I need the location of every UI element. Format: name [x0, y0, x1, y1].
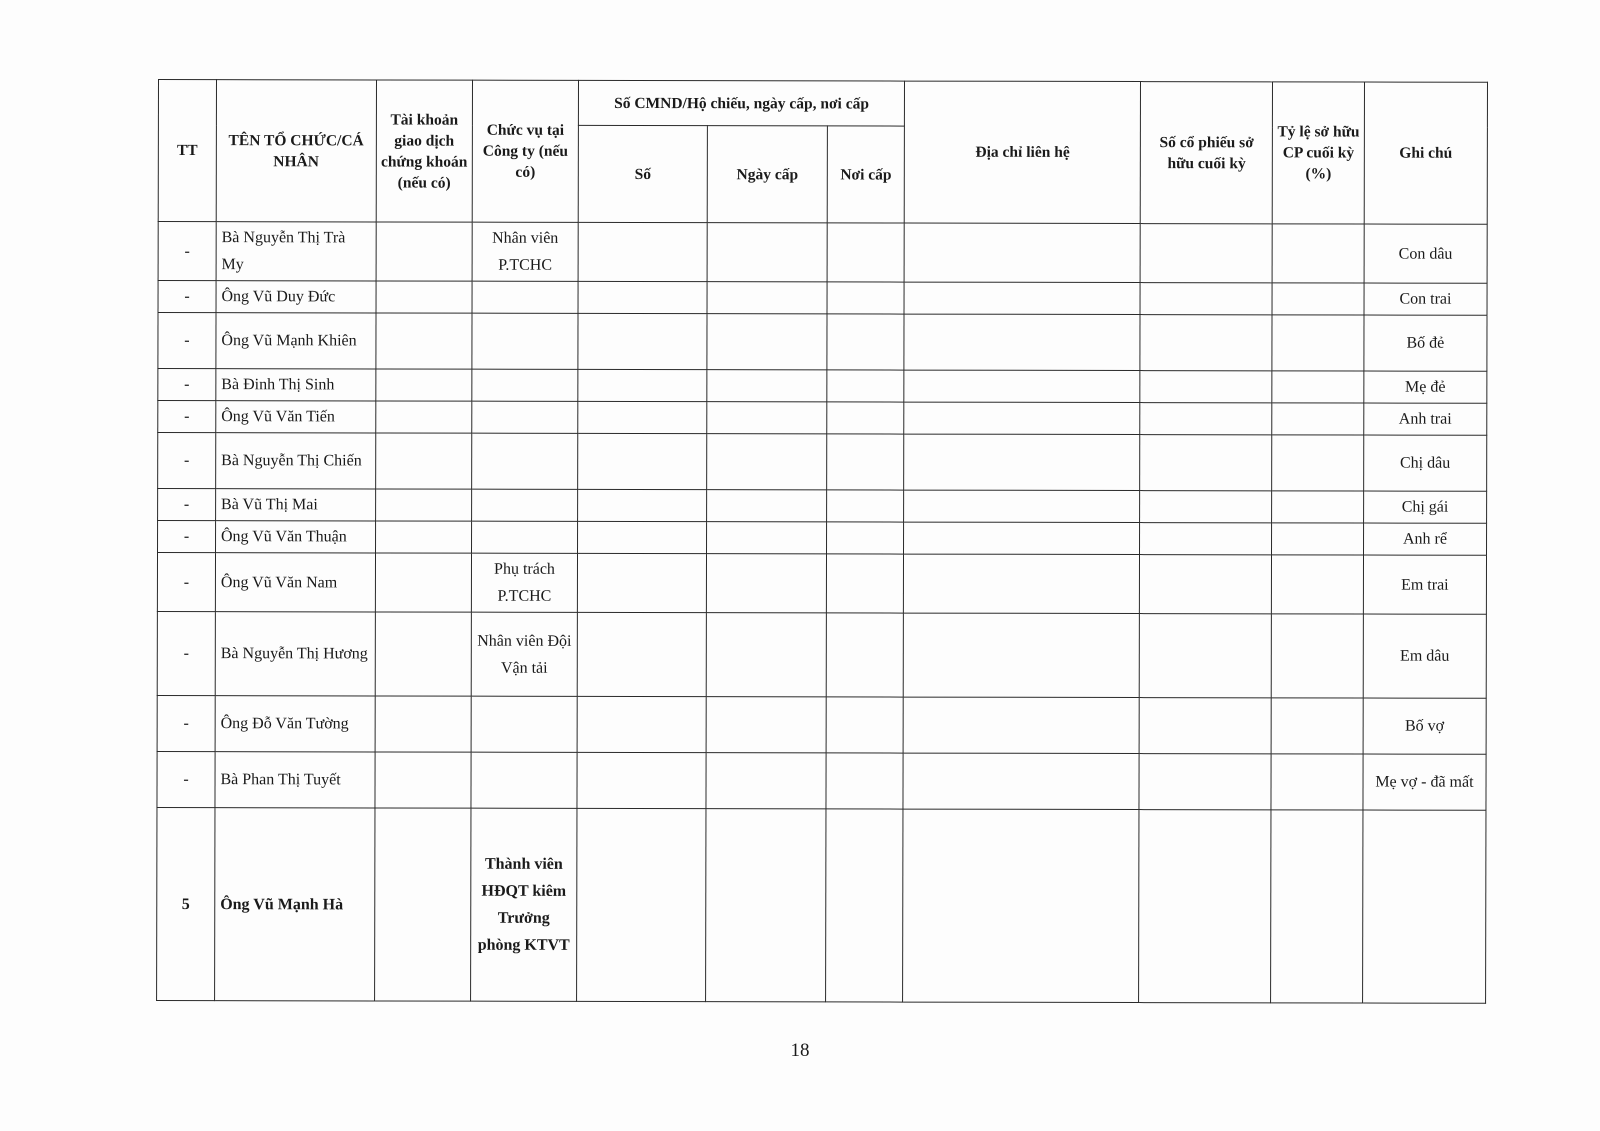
- row-tt: -: [157, 553, 215, 612]
- table-row: [157, 695, 1486, 754]
- row-tt: -: [157, 751, 215, 807]
- row-account: [376, 222, 473, 281]
- row-ratio: [1272, 491, 1364, 523]
- row-id-place: [827, 522, 904, 554]
- row-note: Anh trai: [1364, 403, 1487, 435]
- header-name: TÊN TỔ CHỨC/CÁ NHÂN: [216, 80, 376, 222]
- row-address: [904, 522, 1140, 554]
- row-address: [904, 370, 1140, 402]
- row-id-place: [826, 809, 904, 1002]
- row-shares: [1140, 555, 1272, 614]
- row-id-number: [578, 281, 707, 313]
- row-address: [904, 554, 1140, 613]
- row-account: [375, 433, 472, 489]
- row-name: Ông Vũ Văn Thuận: [215, 521, 375, 553]
- row-name: Bà Phan Thị Tuyết: [215, 752, 375, 808]
- header-id-date: Ngày cấp: [707, 126, 827, 223]
- row-address: [904, 282, 1140, 314]
- row-account: [376, 281, 473, 313]
- row-note: Chị dâu: [1363, 435, 1486, 491]
- row-id-number: [578, 222, 707, 281]
- row-id-place: [827, 282, 904, 314]
- header-id-group: Số CMND/Hộ chiếu, ngày cấp, nơi cấp: [578, 80, 904, 126]
- row-ratio: [1272, 435, 1364, 491]
- row-shares: [1140, 523, 1272, 555]
- row-tt: -: [158, 489, 216, 521]
- row-ratio: [1272, 315, 1364, 371]
- row-address: [904, 314, 1140, 370]
- row-id-place: [827, 434, 904, 490]
- row-tt: -: [157, 611, 215, 695]
- row-position: [471, 752, 577, 808]
- row-note: Con trai: [1364, 283, 1487, 315]
- header-position: Chức vụ tại Công ty (nếu có): [472, 80, 578, 222]
- row-id-date: [707, 314, 827, 370]
- table-row: [158, 313, 1487, 372]
- row-tt: 5: [157, 807, 215, 1000]
- row-note: Bố đẻ: [1364, 315, 1487, 371]
- row-id-number: [578, 401, 707, 433]
- row-shares: [1139, 754, 1271, 810]
- row-account: [375, 752, 472, 808]
- row-id-number: [577, 612, 706, 696]
- row-account: [375, 612, 472, 696]
- row-address: [903, 697, 1139, 753]
- row-position: [472, 281, 578, 313]
- table-row: [157, 751, 1486, 810]
- row-position: Nhân viên Đội Vận tải: [471, 612, 577, 696]
- header-note: Ghi chú: [1364, 82, 1487, 224]
- row-tt: -: [158, 521, 216, 553]
- row-id-date: [706, 554, 826, 613]
- row-position: [472, 369, 578, 401]
- row-position: [472, 489, 578, 521]
- row-note: Mẹ đẻ: [1364, 371, 1487, 403]
- row-name: Bà Nguyễn Thị Trà My: [216, 222, 376, 281]
- row-id-date: [707, 522, 827, 554]
- header-ratio: Tỷ lệ sở hữu CP cuối kỳ (%): [1273, 82, 1365, 224]
- row-id-date: [707, 370, 827, 402]
- row-name: Ông Vũ Văn Nam: [215, 553, 375, 612]
- row-name: Bà Vũ Thị Mai: [216, 489, 376, 521]
- table-row: [158, 369, 1487, 404]
- row-name: Ông Vũ Duy Đức: [216, 281, 376, 313]
- row-id-number: [577, 521, 706, 553]
- table-row: [158, 281, 1487, 316]
- row-id-number: [578, 369, 707, 401]
- row-tt: -: [158, 313, 216, 369]
- row-position: [472, 401, 578, 433]
- row-ratio: [1272, 371, 1364, 403]
- row-position: [472, 433, 578, 489]
- row-id-date: [706, 809, 826, 1002]
- row-account: [375, 553, 472, 612]
- row-id-date: [707, 402, 827, 434]
- row-address: [904, 223, 1140, 282]
- row-note: Em trai: [1363, 555, 1486, 614]
- row-id-number: [577, 696, 706, 752]
- row-ratio: [1271, 754, 1363, 810]
- row-shares: [1140, 403, 1272, 435]
- row-shares: [1140, 435, 1272, 491]
- row-address: [904, 490, 1140, 522]
- row-name: Bà Đinh Thị Sinh: [216, 369, 376, 401]
- row-note: Anh rể: [1363, 523, 1486, 555]
- row-shares: [1140, 491, 1272, 523]
- row-id-place: [827, 314, 904, 370]
- row-address: [904, 402, 1140, 434]
- row-shares: [1140, 371, 1272, 403]
- row-note: Mẹ vợ - đã mất: [1363, 754, 1486, 810]
- row-address: [903, 753, 1139, 809]
- row-account: [374, 808, 471, 1001]
- row-account: [375, 521, 472, 553]
- row-position: [471, 696, 577, 752]
- row-ratio: [1272, 614, 1364, 698]
- row-account: [375, 369, 472, 401]
- table-row: [158, 433, 1487, 492]
- row-position: Nhân viên P.TCHC: [472, 222, 578, 281]
- row-ratio: [1271, 810, 1363, 1003]
- row-id-date: [706, 697, 826, 753]
- header-tt: TT: [158, 80, 216, 222]
- row-id-date: [707, 282, 827, 314]
- row-id-date: [706, 613, 826, 697]
- header-id-number: Số: [578, 125, 707, 222]
- row-id-number: [577, 553, 706, 612]
- row-id-number: [577, 489, 706, 521]
- row-id-number: [576, 808, 706, 1001]
- row-tt: -: [157, 695, 215, 751]
- row-id-place: [827, 223, 904, 282]
- header-id-place: Nơi cấp: [827, 126, 904, 223]
- row-shares: [1139, 810, 1272, 1003]
- row-id-date: [707, 490, 827, 522]
- row-note: Con dâu: [1364, 224, 1487, 283]
- row-id-number: [578, 433, 707, 489]
- row-note: Chị gái: [1363, 491, 1486, 523]
- row-id-place: [827, 370, 904, 402]
- table-row: [157, 807, 1486, 1003]
- row-address: [904, 434, 1140, 490]
- row-ratio: [1272, 403, 1364, 435]
- row-shares: [1139, 614, 1271, 698]
- header-shares: Số cổ phiếu sở hữu cuối kỳ: [1140, 82, 1272, 224]
- row-id-number: [578, 313, 707, 369]
- row-id-date: [707, 223, 827, 282]
- row-name: Bà Nguyễn Thị Chiến: [216, 433, 376, 489]
- shareholder-table: [156, 79, 1488, 1004]
- row-position: [472, 521, 578, 553]
- row-position: [472, 313, 578, 369]
- row-shares: [1139, 698, 1271, 754]
- row-account: [375, 489, 472, 521]
- row-address: [903, 809, 1139, 1002]
- row-id-date: [707, 434, 827, 490]
- table-row: [158, 401, 1487, 436]
- row-address: [904, 613, 1140, 697]
- row-ratio: [1272, 283, 1364, 315]
- row-name: Ông Vũ Văn Tiến: [216, 401, 376, 433]
- row-id-place: [826, 753, 903, 809]
- row-id-number: [577, 752, 706, 808]
- row-name: Ông Vũ Mạnh Khiên: [216, 313, 376, 369]
- table-row: [158, 521, 1487, 556]
- row-account: [375, 696, 472, 752]
- row-name: Bà Nguyễn Thị Hương: [215, 612, 375, 696]
- table-row: [157, 611, 1486, 698]
- row-shares: [1140, 224, 1272, 283]
- row-position: Thành viên HĐQT kiêm Trưởng phòng KTVT: [471, 808, 577, 1001]
- row-note: Em dâu: [1363, 614, 1486, 698]
- row-tt: -: [158, 433, 216, 489]
- row-id-place: [826, 554, 903, 613]
- row-shares: [1140, 315, 1272, 371]
- row-id-place: [826, 697, 903, 753]
- table-row: [157, 553, 1486, 615]
- row-ratio: [1271, 698, 1363, 754]
- row-ratio: [1272, 555, 1364, 614]
- row-ratio: [1272, 523, 1364, 555]
- row-ratio: [1272, 224, 1364, 283]
- row-name: Ông Đỗ Văn Tường: [215, 696, 375, 752]
- header-account: Tài khoản giao dịch chứng khoán (nếu có): [376, 80, 473, 222]
- row-tt: -: [158, 281, 216, 313]
- row-id-place: [827, 490, 904, 522]
- table-row: [158, 222, 1487, 284]
- row-tt: -: [158, 222, 216, 281]
- row-shares: [1140, 283, 1272, 315]
- row-tt: -: [158, 369, 216, 401]
- row-id-date: [706, 753, 826, 809]
- row-note: [1362, 810, 1486, 1003]
- row-tt: -: [158, 401, 216, 433]
- row-id-place: [826, 613, 903, 697]
- row-account: [375, 401, 472, 433]
- page-number: 18: [790, 1040, 810, 1061]
- row-id-place: [827, 402, 904, 434]
- row-position: Phụ trách P.TCHC: [472, 553, 578, 612]
- header-address: Địa chỉ liên hệ: [904, 81, 1140, 223]
- table-row: [158, 489, 1487, 524]
- row-name: Ông Vũ Mạnh Hà: [215, 808, 375, 1001]
- row-account: [375, 313, 472, 369]
- row-note: Bố vợ: [1363, 698, 1486, 754]
